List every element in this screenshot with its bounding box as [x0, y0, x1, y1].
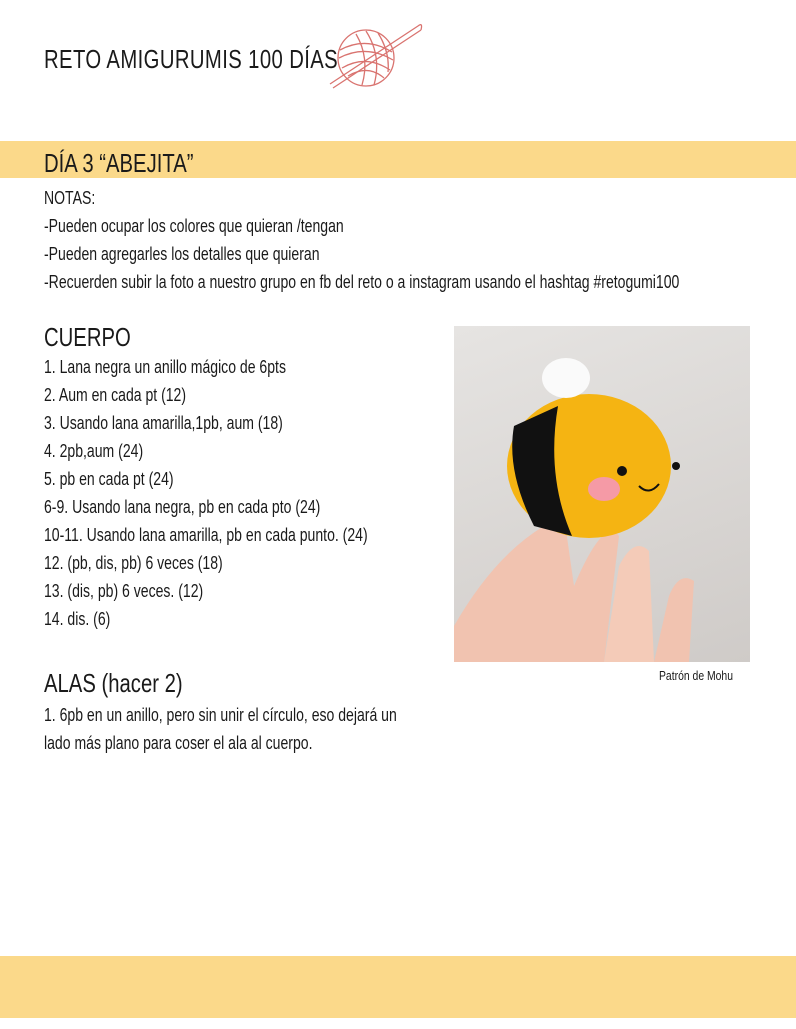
- step: 2. Aum en cada pt (12): [44, 385, 187, 405]
- notes-section: [44, 184, 679, 296]
- step: 10-11. Usando lana amarilla, pb en cada punto. (24): [44, 525, 368, 545]
- note-item: -Recuerden subir la foto a nuestro grupo en fb del reto o a instagram usando el hashtag #retogumi100: [44, 272, 680, 292]
- day-title: DÍA 3 “ABEJITA”: [44, 148, 194, 178]
- step: 12. (pb, dis, pb) 6 veces (18): [44, 553, 223, 573]
- step: 4. 2pb,aum (24): [44, 441, 144, 461]
- cuerpo-heading: CUERPO: [44, 322, 131, 352]
- cuerpo-steps: [44, 353, 368, 633]
- step: 13. (dis, pb) 6 veces. (12): [44, 581, 204, 601]
- step: 1. Lana negra un anillo mágico de 6pts: [44, 357, 286, 377]
- alas-steps: [44, 701, 397, 757]
- photo-caption: Patrón de Mohu: [659, 668, 734, 683]
- alas-heading: ALAS (hacer 2): [44, 668, 183, 698]
- footer-band: [0, 956, 796, 1018]
- step: 14. dis. (6): [44, 609, 111, 629]
- yarn-ball-crochet-hook-icon: [326, 18, 426, 90]
- note-item: -Pueden agregarles los detalles que quieran: [44, 244, 320, 264]
- page-header-title: RETO AMIGURUMIS 100 DÍAS: [44, 44, 339, 74]
- step: 5. pb en cada pt (24): [44, 469, 174, 489]
- step: 3. Usando lana amarilla,1pb, aum (18): [44, 413, 283, 433]
- note-item: -Pueden ocupar los colores que quieran /tengan: [44, 216, 344, 236]
- step: 1. 6pb en un anillo, pero sin unir el círculo, eso dejará un: [44, 705, 397, 725]
- notes-label: NOTAS:: [44, 188, 96, 208]
- step: lado más plano para coser el ala al cuerpo.: [44, 733, 313, 753]
- step: 6-9. Usando lana negra, pb en cada pto (24): [44, 497, 321, 517]
- bee-amigurumi-photo: [454, 326, 750, 662]
